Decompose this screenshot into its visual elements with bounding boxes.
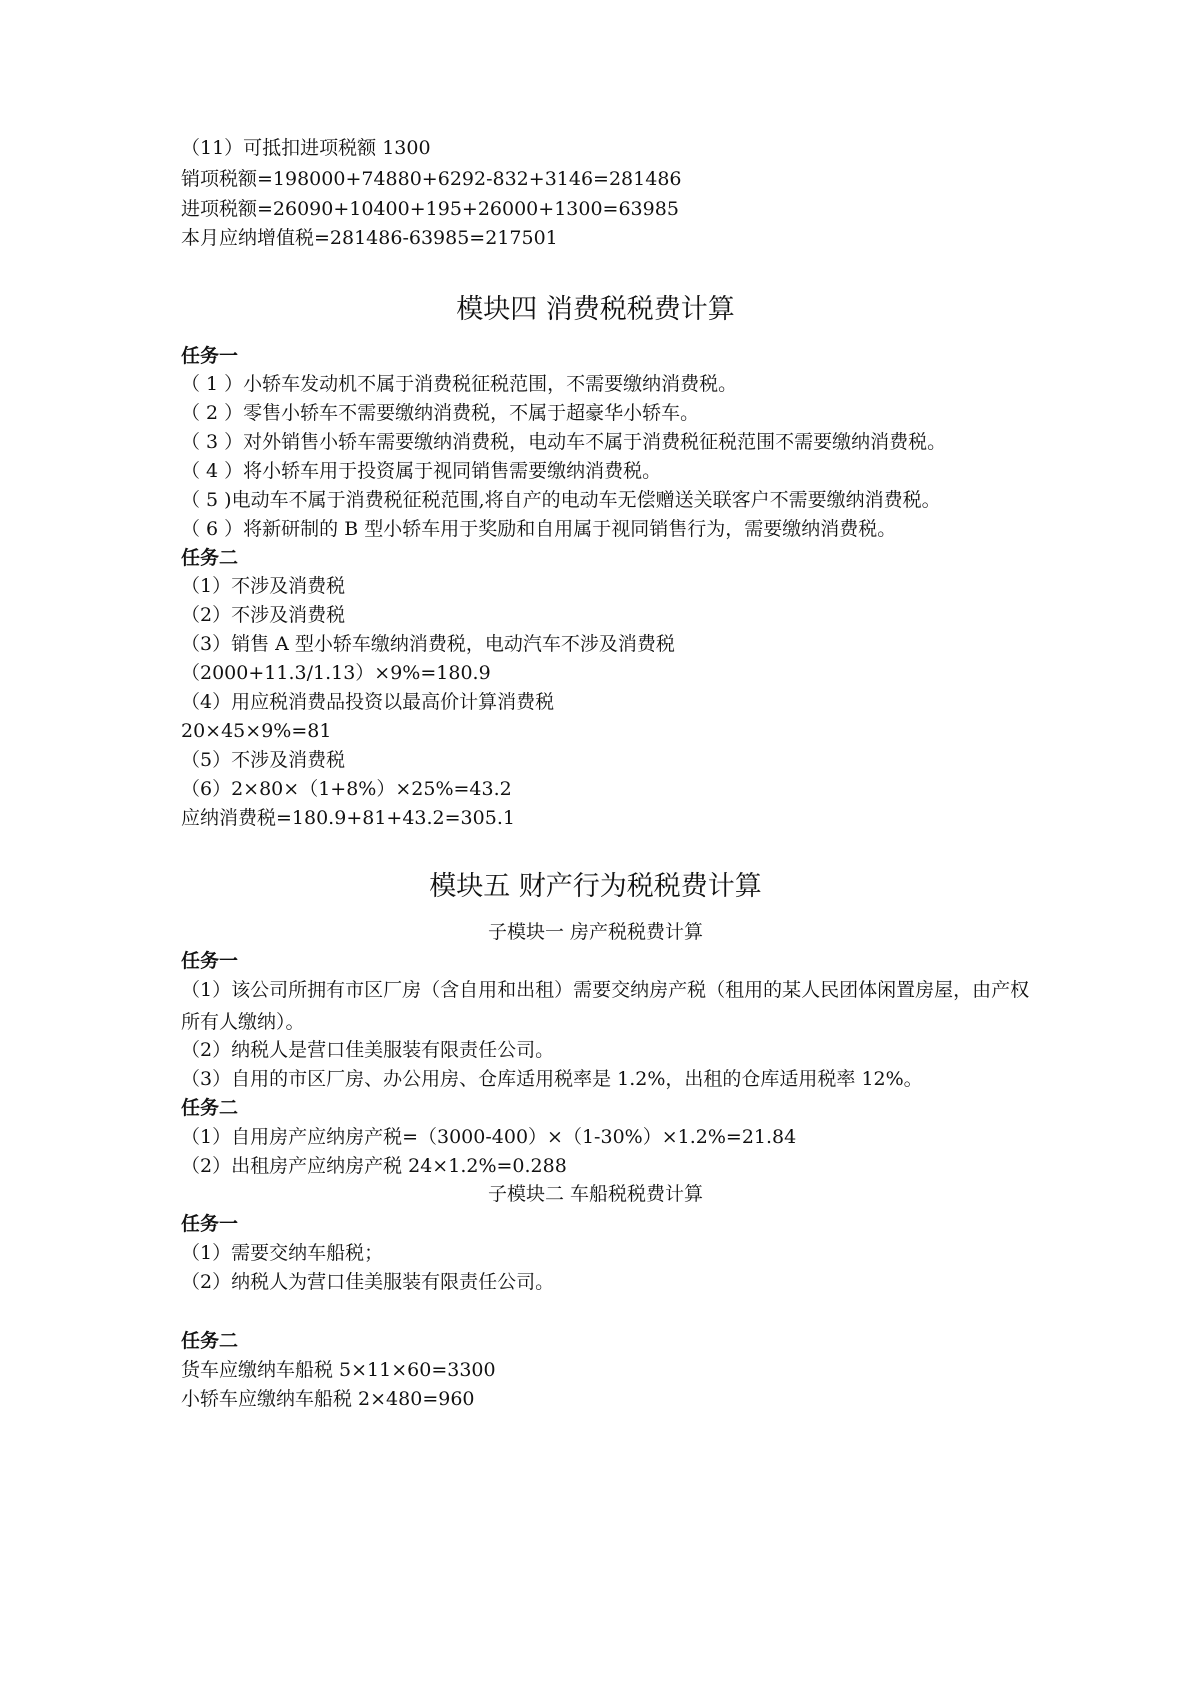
submodule-two-title: 子模块二 车船税税费计算	[487, 1183, 704, 1205]
text-line: （2000+11.3/1.13）×9%=180.9	[181, 662, 491, 684]
text-line: （2）纳税人为营口佳美服装有限责任公司。	[181, 1271, 555, 1293]
text-line: （1）需要交纳车船税；	[181, 1242, 384, 1264]
module-four-title: 模块四 消费税税费计算	[456, 294, 735, 325]
text-line: （3）自用的市区厂房、办公用房、仓库适用税率是 1.2%，出租的仓库适用税率 12%。	[181, 1068, 923, 1090]
text-line: 本月应纳增值税=281486-63985=217501	[181, 227, 558, 249]
text-line: （2）纳税人是营口佳美服装有限责任公司。	[181, 1039, 555, 1061]
text-line: 货车应缴纳车船税 5×11×60=3300	[181, 1359, 496, 1381]
text-line: （ 6 ）将新研制的 B 型小轿车用于奖励和自用属于视同销售行为，需要缴纳消费税。	[181, 518, 897, 540]
text-line: （ 5 )电动车不属于消费税征税范围,将自产的电动车无偿赠送关联客户不需要缴纳消费税。	[181, 489, 941, 511]
text-line: （1）不涉及消费税	[181, 575, 346, 597]
text-line: （4）用应税消费品投资以最高价计算消费税	[181, 691, 555, 713]
task-two-label: 任务二	[181, 547, 239, 569]
task-two-label: 任务二	[181, 1330, 239, 1352]
task-one-label: 任务一	[181, 345, 239, 367]
module-five-title: 模块五 财产行为税税费计算	[429, 871, 762, 902]
submodule-one-title: 子模块一 房产税税费计算	[487, 921, 704, 943]
text-line: 应纳消费税=180.9+81+43.2=305.1	[181, 807, 515, 829]
task-one-label: 任务一	[181, 950, 239, 972]
text-line: 销项税额=198000+74880+6292-832+3146=281486	[181, 168, 682, 190]
text-line: （ 3 ）对外销售小轿车需要缴纳消费税，电动车不属于消费税征税范围不需要缴纳消费税。	[181, 431, 947, 453]
text-line: 20×45×9%=81	[181, 720, 332, 742]
text-line: 小轿车应缴纳车船税 2×480=960	[181, 1388, 475, 1410]
text-line: （5）不涉及消费税	[181, 749, 346, 771]
text-line: （11）可抵扣进项税额 1300	[181, 137, 431, 159]
text-line: （ 2 ）零售小轿车不需要缴纳消费税，不属于超豪华小轿车。	[181, 402, 700, 424]
text-line: （ 4 ）将小轿车用于投资属于视同销售需要缴纳消费税。	[181, 460, 662, 482]
text-line: （3）销售 A 型小轿车缴纳消费税，电动汽车不涉及消费税	[181, 633, 675, 655]
task-one-label: 任务一	[181, 1213, 239, 1235]
text-line: （ 1 ）小轿车发动机不属于消费税征税范围，不需要缴纳消费税。	[181, 373, 738, 395]
text-line: （2）不涉及消费税	[181, 604, 346, 626]
text-paragraph: （1）该公司所拥有市区厂房（含自用和出租）需要交纳房产税（租用的某人民团体闲置房屋，由产权所有人缴纳）。	[181, 979, 1030, 1033]
text-line: （2）出租房产应纳房产税 24×1.2%=0.288	[181, 1155, 567, 1177]
task-two-label: 任务二	[181, 1097, 239, 1119]
text-line: （6）2×80×（1+8%）×25%=43.2	[181, 778, 512, 800]
text-line: 进项税额=26090+10400+195+26000+1300=63985	[181, 198, 679, 220]
text-line: （1）自用房产应纳房产税=（3000-400）×（1-30%）×1.2%=21.84	[181, 1126, 797, 1148]
